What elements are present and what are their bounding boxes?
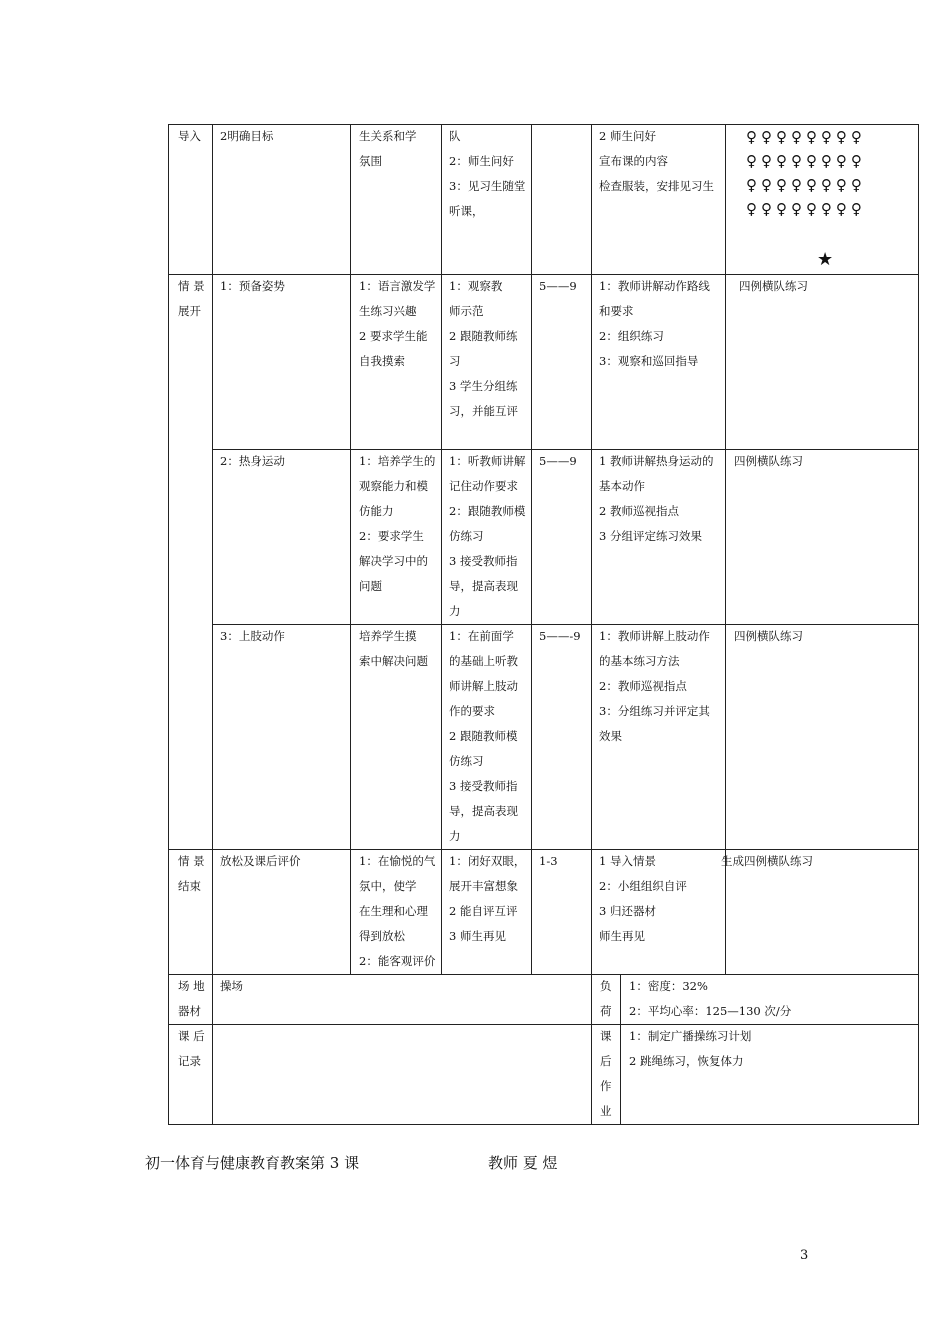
ending-teacher-activity: 1 导入情景 2：小组组织自评 3 归还器材 师生再见 bbox=[599, 854, 687, 943]
develop-1-content: 1：预备姿势 bbox=[220, 279, 285, 293]
intro-goal: 生关系和学 氛围 bbox=[359, 129, 417, 168]
develop-3-goal: 培养学生摸 索中解决问题 bbox=[359, 629, 428, 668]
teacher-name: 教师 夏 煜 bbox=[488, 1154, 558, 1172]
develop-1-formation: 四例横队练习 bbox=[739, 279, 808, 293]
stage-intro: 导入 bbox=[178, 129, 201, 143]
develop-2-goal: 1：培养学生的 观察能力和模 仿能力 2：要求学生 解决学习中的 问题 bbox=[359, 454, 436, 593]
develop-2-content: 2：热身运动 bbox=[220, 454, 285, 468]
develop-1-teacher-activity: 1：教师讲解动作路线 和要求 2：组织练习 3：观察和巡回指导 bbox=[599, 279, 710, 368]
homework-value: 1：制定广播操练习计划 2 跳绳练习，恢复体力 bbox=[629, 1029, 752, 1068]
develop-2-teacher-activity: 1 教师讲解热身运动的 基本动作 2 教师巡视指点 3 分组评定练习效果 bbox=[599, 454, 714, 543]
stage-develop: 情 景 展开 bbox=[178, 279, 205, 318]
teacher-position-star-icon: ★ bbox=[817, 249, 834, 270]
develop-2-student-activity: 1：听教师讲解 记住动作要求 2：跟随教师模 仿练习 3 接受教师指 导，提高表现 力 bbox=[449, 454, 526, 618]
develop-2-formation: 四例横队练习 bbox=[734, 454, 803, 468]
develop-1-time: 5——9 bbox=[539, 279, 577, 293]
ending-formation: 生成四例横队练习 bbox=[721, 854, 813, 868]
lesson-title: 初一体育与健康教育教案第 3 课 bbox=[145, 1154, 360, 1172]
intro-content: 2明确目标 bbox=[220, 129, 274, 143]
homework-label: 课 后 作 业 bbox=[600, 1029, 612, 1118]
venue-value: 操场 bbox=[220, 979, 243, 993]
formation-symbols: ♀♀♀♀♀♀♀♀ ♀♀♀♀♀♀♀♀ ♀♀♀♀♀♀♀♀ ♀♀♀♀♀♀♀♀ bbox=[746, 128, 866, 218]
develop-2-time: 5——9 bbox=[539, 454, 577, 468]
ending-goal: 1：在愉悦的气 氛中，使学 在生理和心理 得到放松 2：能客观评价 bbox=[359, 854, 436, 968]
develop-3-student-activity: 1：在前面学 的基础上听教 师讲解上肢动 作的要求 2 跟随教师模 仿练习 3 接受教师指 导，提高表现 力 bbox=[449, 629, 518, 843]
develop-3-time: 5——-9 bbox=[539, 629, 581, 643]
page-number: 3 bbox=[800, 1248, 809, 1263]
develop-3-content: 3：上肢动作 bbox=[220, 629, 285, 643]
ending-time: 1-3 bbox=[539, 854, 558, 868]
stage-ending: 情 景 结束 bbox=[178, 854, 205, 893]
intro-student-activity: 队 2：师生问好 3：见习生随堂 听课， bbox=[449, 129, 526, 218]
develop-3-teacher-activity: 1：教师讲解上肢动作 的基本练习方法 2：教师巡视指点 3：分组练习并评定其 效果 bbox=[599, 629, 710, 743]
lesson-plan-table bbox=[168, 124, 919, 1125]
develop-1-student-activity: 1：观察教 师示范 2 跟随教师练 习 3 学生分组练 习，并能互评 bbox=[449, 279, 518, 418]
develop-3-formation: 四例横队练习 bbox=[734, 629, 803, 643]
load-label: 负 荷 bbox=[600, 979, 612, 1018]
ending-content: 放松及课后评价 bbox=[220, 854, 301, 868]
venue-label: 场 地 器材 bbox=[178, 979, 205, 1018]
intro-teacher-activity: 2 师生问好 宣布课的内容 检查服装，安排见习生 bbox=[599, 129, 714, 193]
load-value: 1：密度：32% 2：平均心率：125—130 次/分 bbox=[629, 979, 792, 1018]
develop-1-goal: 1：语言激发学 生练习兴趣 2 要求学生能 自我摸索 bbox=[359, 279, 436, 368]
ending-student-activity: 1：闭好双眼， 展开丰富想象 2 能自评互评 3 师生再见 bbox=[449, 854, 526, 943]
record-label: 课 后 记录 bbox=[178, 1029, 205, 1068]
